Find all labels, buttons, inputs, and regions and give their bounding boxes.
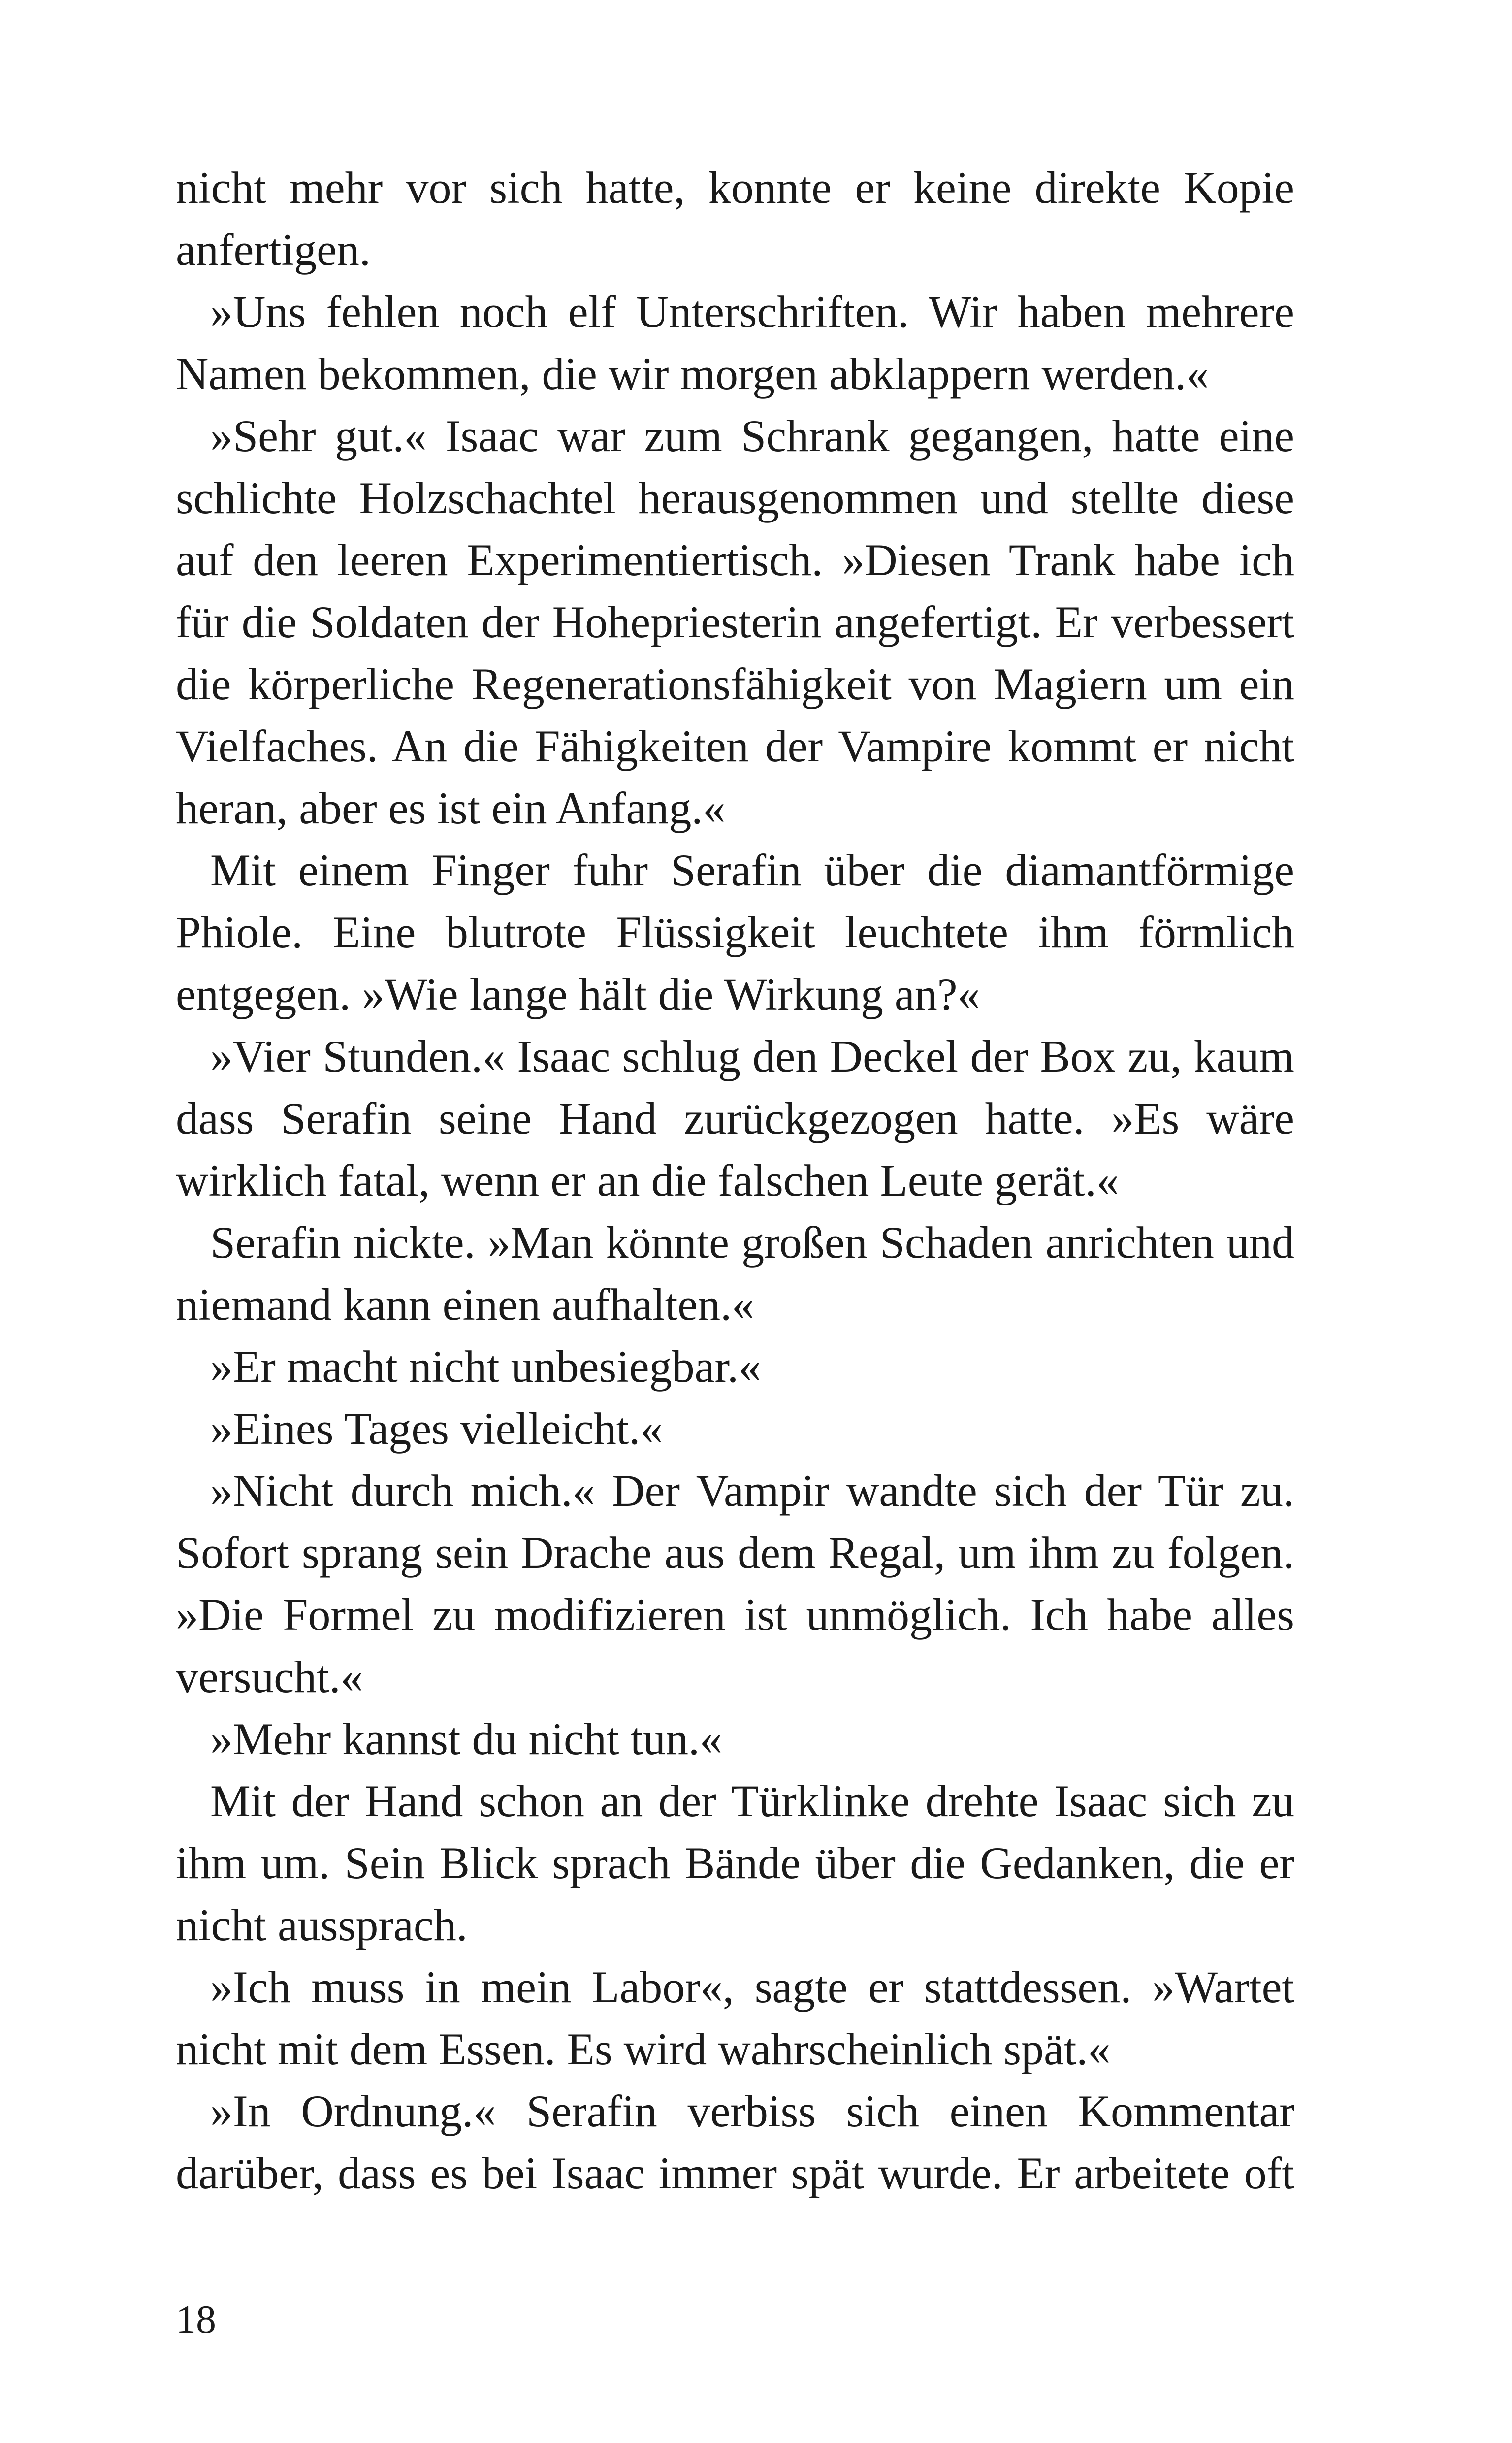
paragraph-9: »Nicht durch mich.« Der Vampir wandte sich der Tür zu. Sofort sprang sein Drache aus dem Regal, um ihm zu folgen. »Die Formel zu modifizieren ist unmöglich. Ich habe alles versucht.« (176, 1466, 1294, 1702)
paragraph-5: »Vier Stunden.« Isaac schlug den Deckel der Box zu, kaum dass Serafin seine Hand zurückgezogen hatte. »Es wäre wirklich fatal, wenn er an die falschen Leute gerät.« (176, 1031, 1294, 1205)
page-number: 18 (176, 2297, 216, 2342)
paragraph-3: »Sehr gut.« Isaac war zum Schrank gegangen, hatte eine schlichte Holzschachtel herausgenommen und stellte diese auf den leeren Experimentiertisch. »Diesen Trank habe ich für die Soldaten der Hohepriesterin angefertigt. Er verbessert die körperliche Regenerationsfähigkeit von Magiern um ein Vielfaches. An die Fähigkeiten der Vampire kommt er nicht heran, aber es ist ein Anfang.« (176, 411, 1294, 833)
paragraph-7: »Er macht nicht unbesiegbar.« (210, 1341, 762, 1392)
body-text (176, 157, 1294, 2204)
paragraph-2: »Uns fehlen noch elf Unterschriften. Wir haben mehrere Namen bekommen, die wir morgen abklappern werden.« (176, 287, 1294, 399)
paragraph-10: »Mehr kannst du nicht tun.« (210, 1714, 722, 1764)
paragraph-4: Mit einem Finger fuhr Serafin über die diamantförmige Phiole. Eine blutrote Flüssigkeit leuchtete ihm förmlich entgegen. »Wie lange hält die Wirkung an?« (176, 845, 1294, 1019)
paragraph-13: »In Ordnung.« Serafin verbiss sich einen Kommentar darüber, dass es bei Isaac immer spät wurde. Er arbeitete oft (176, 2086, 1294, 2198)
paragraph-11: Mit der Hand schon an der Türklinke drehte Isaac sich zu ihm um. Sein Blick sprach Bände über die Gedanken, die er nicht aussprach. (176, 1776, 1294, 1950)
paragraph-12: »Ich muss in mein Labor«, sagte er stattdessen. »Wartet nicht mit dem Essen. Es wird wahrscheinlich spät.« (176, 1962, 1294, 2074)
paragraph-1: nicht mehr vor sich hatte, konnte er keine direkte Kopie anfertigen. (176, 163, 1294, 275)
paragraph-8: »Eines Tages vielleicht.« (210, 1403, 663, 1454)
paragraph-6: Serafin nickte. »Man könnte großen Schaden anrichten und niemand kann einen aufhalten.« (176, 1217, 1294, 1330)
